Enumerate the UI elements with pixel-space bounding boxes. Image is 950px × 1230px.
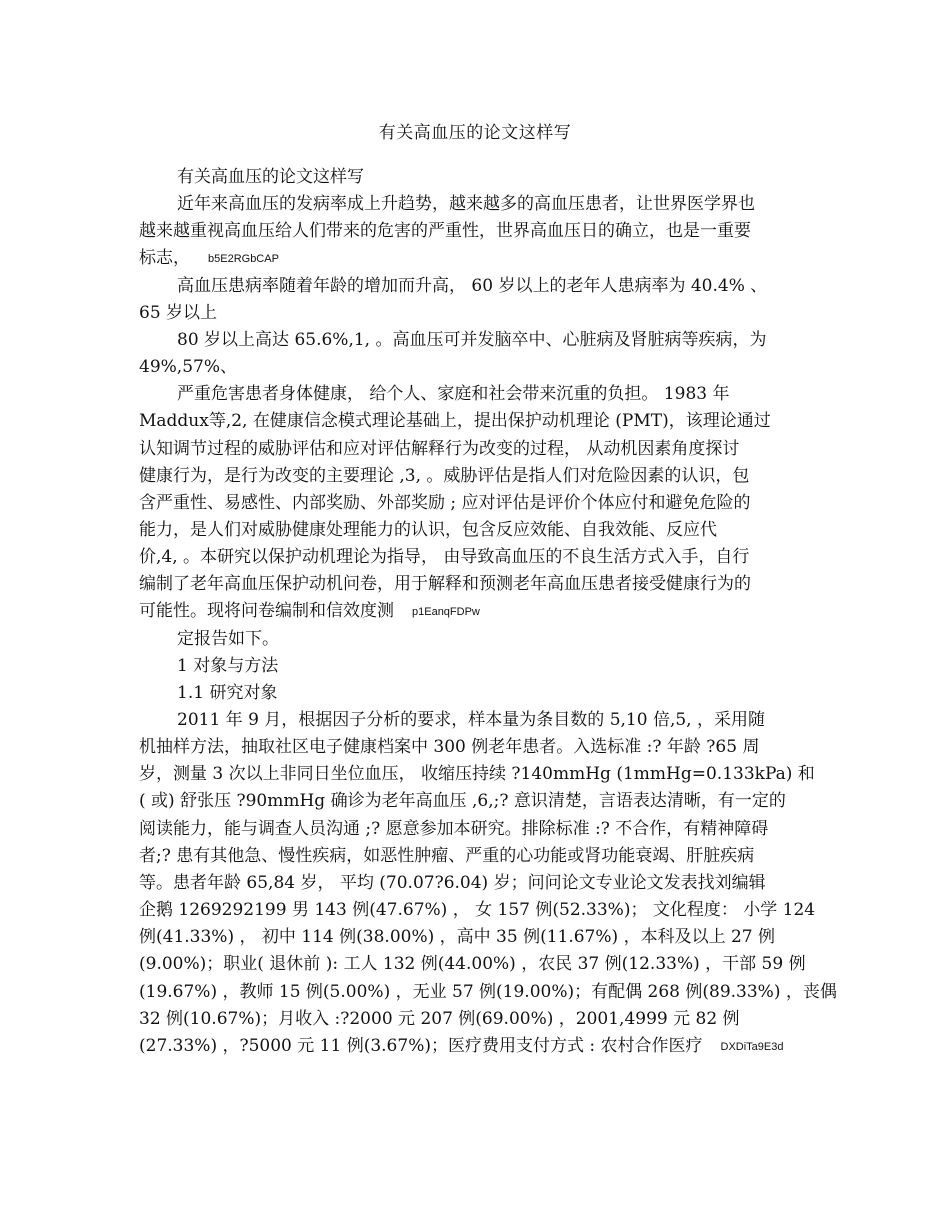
line-text: (9.00%)；职业( 退休前 ): 工人 132 例(44.00%) ，农民 37 例(12.33%) ，干部 59 例 [139,954,806,974]
line-text: 能力，是人们对威胁健康处理能力的认识，包含反应效能、自我效能、反应代 [139,520,717,540]
line-text: Maddux等,2, 在健康信念模式理论基础上，提出保护动机理论 (PMT)，该理论通过 [139,411,771,431]
line-text: 者;? 患有其他急、慢性疾病，如恶性肿瘤、严重的心功能或肾功能衰竭、肝脏疾病 [139,846,755,866]
line-text: 近年来高血压的发病率成上升趋势，越来越多的高血压患者，让世界医学界也 [177,194,755,214]
line-text: 认知调节过程的威胁评估和应对评估解释行为改变的过程， 从动机因素角度探讨 [139,439,740,459]
line-text: 含严重性、易感性、内部奖励、外部奖励 ; 应对评估是评价个体应付和避免危险的 [139,493,751,513]
line-text: 价,4, 。本研究以保护动机理论为指导， 由导致高血压的不良生活方式入手，自行 [139,547,750,567]
line-text: (27.33%) ，?5000 元 11 例(3.67%)；医疗费用支付方式 : 农村合作医疗 [139,1036,703,1056]
paragraph-line [177,655,278,677]
paragraph-line [139,926,775,948]
line-text: 越来越重视高血压给人们带来的危害的严重性，世界高血压日的确立，也是一重要 [139,221,751,241]
paragraph-line [139,736,759,758]
paragraph-line [139,356,237,378]
line-text: 65 岁以上 [139,303,218,323]
paragraph-line [139,872,766,894]
inline-code-mark: p1EanqFDPw [412,606,480,618]
paragraph-line [139,981,837,1003]
paragraph-line [139,763,815,785]
line-text: 岁，测量 3 次以上非同日坐位血压， 收缩压持续 ?140mmHg (1mmHg=0.133kPa) 和 [139,764,815,784]
line-text: 机抽样方法，抽取社区电子健康档案中 300 例老年患者。入选标准 :? 年龄 ?65 周 [139,737,760,757]
line-text: 可能性。现将问卷编制和信效度测 [139,601,394,621]
paragraph-line [139,220,751,242]
paragraph-line [177,682,277,704]
paragraph-line [177,193,755,215]
paragraph-line [139,519,717,541]
inline-code-mark: b5E2RGbCAP [208,253,279,265]
paragraph-line [139,845,754,867]
line-text: ( 或) 舒张压 ?90mmHg 确诊为老年高血压 ,6,;? 意识清楚，言语表达清晰，有一定的 [139,791,786,811]
paragraph-line [177,383,729,405]
line-text: 80 岁以上高达 65.6%,1, 。高血压可并发脑卒中、心脏病及肾脏病等疾病，为 [177,330,767,350]
document-title: 有关高血压的论文这样写 [378,123,572,143]
line-text: 严重危害患者身体健康， 给个人、家庭和社会带来沉重的负担。 1983 年 [177,384,730,404]
paragraph-line [139,438,739,460]
paragraph-line [139,247,279,270]
line-text: 企鹅 1269292199 男 143 例(47.67%) ， 女 157 例(52.33%)； 文化程度： 小学 124 [139,900,816,920]
paragraph-line [177,709,765,731]
paragraph-line [139,546,749,568]
paragraph-line [177,166,364,188]
line-text: 2011 年 9 月，根据因子分析的要求，样本量为条目数的 5,10 倍,5, ，采用随 [177,710,765,730]
paragraph-line [139,818,768,840]
line-text: 阅读能力，能与调查人员沟通 ;? 愿意参加本研究。排除标准 :? 不合作，有精神障碍 [139,819,769,839]
line-text: 49%,57%、 [139,357,237,377]
line-text: 编制了老年高血压保护动机问卷，用于解释和预测老年高血压患者接受健康行为的 [139,574,751,594]
paragraph-line [139,790,786,812]
line-text: 高血压患病率随着年龄的增加而升高， 60 岁以上的老年人患病率为 40.4% 、 [177,276,768,296]
paragraph-line [177,628,279,650]
line-text: 32 例(10.67%)；月收入 :?2000 元 207 例(69.00%) ，2001,4999 元 82 例 [139,1009,740,1029]
paragraph-line [139,492,751,514]
line-text: 1 对象与方法 [177,656,279,676]
paragraph-line [139,465,749,487]
paragraph-line [139,1008,740,1030]
paragraph-line [139,410,771,432]
paragraph-line [139,953,806,975]
line-text: 健康行为，是行为改变的主要理论 ,3, 。威胁评估是指人们对危险因素的认识，包 [139,466,750,486]
paragraph-line [177,329,766,351]
inline-code-mark: DXDiTa9E3d [720,1041,784,1053]
paragraph-line [139,302,217,324]
paragraph-line [139,573,751,595]
line-text: 1.1 研究对象 [177,683,278,703]
line-text: 定报告如下。 [177,629,279,649]
line-text: 标志， [139,248,190,268]
line-text: 例(41.33%) ， 初中 114 例(38.00%) ，高中 35 例(11.67%) ，本科及以上 27 例 [139,927,776,947]
paragraph-line [177,275,767,297]
paragraph-line [139,1035,784,1058]
line-text: 等。患者年龄 65,84 岁， 平均 (70.07?6.04) 岁；问问论文专业论文发表找刘编辑 [139,873,766,893]
paragraph-line [139,600,480,623]
line-text: (19.67%) ，教师 15 例(5.00%) ，无业 57 例(19.00%)；有配偶 268 例(89.33%) ，丧偶 [139,982,837,1002]
paragraph-line [139,899,815,921]
line-text: 有关高血压的论文这样写 [177,167,364,187]
